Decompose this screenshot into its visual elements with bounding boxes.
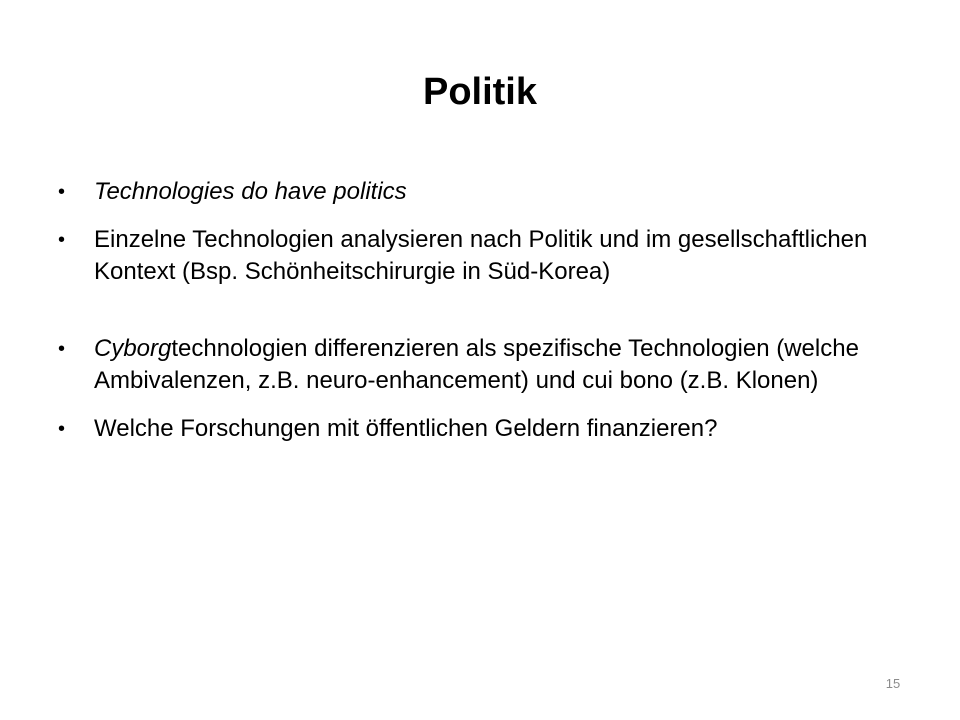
slide-title: Politik <box>422 71 538 113</box>
bullet-icon: • <box>58 181 66 203</box>
bullet-item <box>58 176 898 208</box>
bullet-item <box>58 224 898 288</box>
bullet-text: Einzelne Technologien analysieren nach Politik und im gesellschaftlichen Kontext (Bsp. Schönheitschirurgie in Süd-Korea) <box>94 226 868 285</box>
bullet-icon: • <box>58 418 66 440</box>
page-number: 15 <box>885 676 901 691</box>
bullet-italic-text: Technologies do have politics <box>94 178 407 205</box>
bullet-text: Welche Forschungen mit öffentlichen Geldern finanzieren? <box>94 415 718 442</box>
bullet-icon: • <box>58 338 66 360</box>
bullet-list <box>58 176 898 461</box>
bullet-icon: • <box>58 229 66 251</box>
bullet-italic-text: Cyborg <box>94 335 172 362</box>
bullet-item <box>58 333 898 397</box>
bullet-text: technologien differenzieren als spezifische Technologien (welche Ambivalenzen, z.B. neuro-enhancement) und cui bono (z.B. Klonen) <box>94 335 859 394</box>
bullet-item <box>58 413 898 445</box>
